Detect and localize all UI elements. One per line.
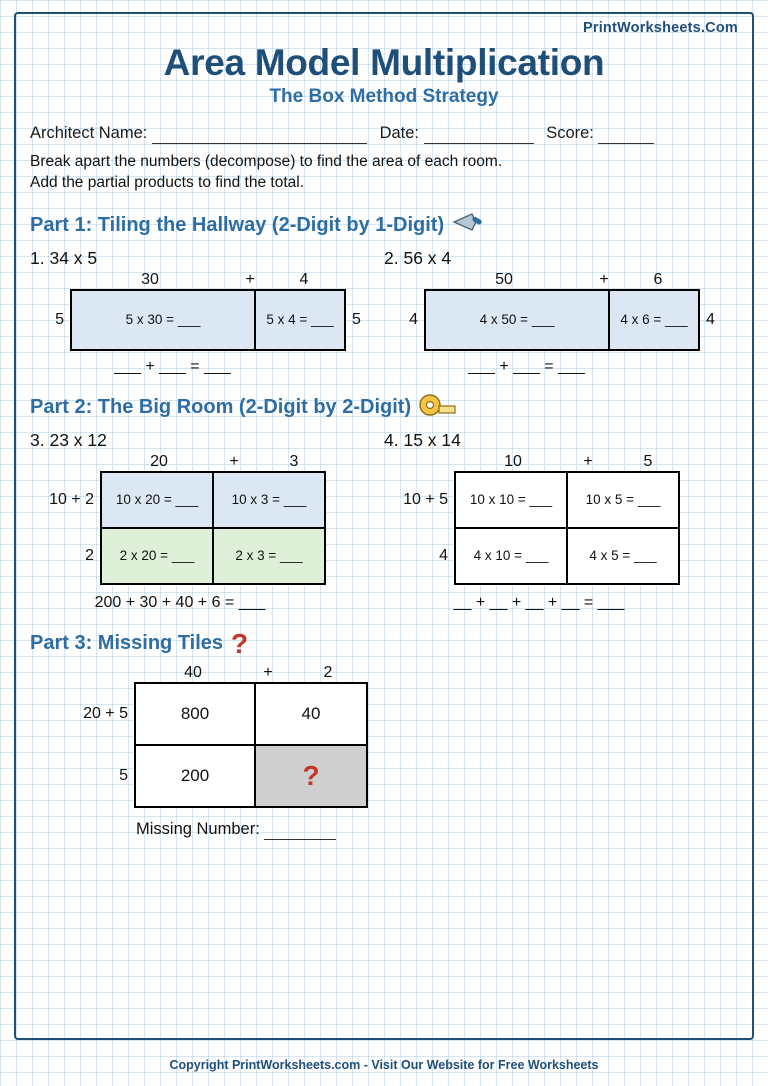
area-model-grid bbox=[70, 289, 346, 351]
problem-3-sum-line[interactable]: 200 + 30 + 40 + 6 = ___ bbox=[94, 593, 266, 611]
area-model-grid bbox=[100, 471, 326, 585]
top-label-ones: 6 bbox=[653, 270, 663, 288]
right-factor-label: 4 bbox=[706, 310, 715, 328]
area-model-row bbox=[456, 529, 678, 583]
problem-4-number: 4. bbox=[384, 429, 399, 450]
right-factor-label: 5 bbox=[352, 310, 361, 328]
instructions-line-1: Break apart the numbers (decompose) to find the area of each room. bbox=[30, 153, 503, 170]
problem-4 bbox=[384, 430, 738, 612]
part-2-heading bbox=[30, 392, 738, 424]
top-label-plus: + bbox=[245, 270, 255, 288]
part-1-heading-text: Part 1: Tiling the Hallway (2-Digit by 1-Digit) bbox=[30, 214, 445, 237]
problem-4-sum-line[interactable]: __ + __ + __ + __ = ___ bbox=[453, 593, 625, 611]
worksheet-content bbox=[30, 22, 738, 1086]
area-cell[interactable]: 5 x 30 = ___ bbox=[72, 291, 256, 349]
area-cell[interactable]: 4 x 10 = ___ bbox=[456, 529, 568, 583]
part-3-top-labels bbox=[138, 664, 370, 682]
left-factor-label: 10 + 5 bbox=[403, 490, 448, 508]
area-model-row bbox=[456, 473, 678, 529]
top-label-tens: 20 bbox=[150, 452, 168, 470]
instructions bbox=[30, 152, 738, 194]
area-cell[interactable]: 2 x 3 = ___ bbox=[214, 529, 324, 583]
area-cell[interactable]: 10 x 20 = ___ bbox=[102, 473, 214, 529]
tape-measure-icon bbox=[419, 392, 457, 424]
area-cell[interactable]: 2 x 20 = ___ bbox=[102, 529, 214, 583]
problem-4-left-labels bbox=[384, 472, 454, 584]
question-mark-icon: ? bbox=[231, 627, 249, 659]
problem-1-expression: 34 x 5 bbox=[49, 247, 98, 268]
area-cell[interactable]: 10 x 5 = ___ bbox=[568, 473, 678, 529]
problem-2-title bbox=[384, 248, 738, 269]
area-model-row bbox=[136, 746, 366, 806]
top-label-plus: + bbox=[599, 270, 609, 288]
problem-2-expression: 56 x 4 bbox=[403, 247, 452, 268]
area-model-row bbox=[136, 684, 366, 746]
top-label-plus: + bbox=[229, 452, 239, 470]
instructions-line-2: Add the partial products to find the total. bbox=[30, 173, 305, 191]
area-cell[interactable]: 10 x 3 = ___ bbox=[214, 473, 324, 529]
top-label-tens: 50 bbox=[495, 270, 513, 288]
top-label-tens: 30 bbox=[141, 270, 159, 288]
left-factor-label: 20 + 5 bbox=[83, 704, 128, 722]
part-1-heading bbox=[30, 210, 738, 242]
score-field[interactable] bbox=[598, 124, 654, 144]
problem-3-title bbox=[30, 430, 384, 451]
page-subtitle: The Box Method Strategy bbox=[269, 86, 499, 107]
part-3-heading-text: Part 3: Missing Tiles bbox=[30, 632, 224, 655]
problem-3-left-labels bbox=[30, 472, 100, 584]
top-label-plus: + bbox=[263, 663, 273, 681]
left-factor-label: 4 bbox=[409, 310, 418, 328]
problem-1-title bbox=[30, 248, 384, 269]
student-info-row bbox=[30, 124, 738, 144]
problem-2 bbox=[384, 248, 738, 376]
architect-name-label: Architect Name: bbox=[30, 124, 148, 142]
left-factor-label: 2 bbox=[85, 546, 94, 564]
missing-number-label: Missing Number: bbox=[136, 819, 260, 838]
problem-1-sum-line[interactable]: ___ + ___ = ___ bbox=[114, 357, 231, 375]
date-label: Date: bbox=[379, 124, 419, 142]
missing-number-field[interactable] bbox=[264, 820, 336, 840]
area-model-row bbox=[102, 473, 324, 529]
left-factor-label: 4 bbox=[439, 546, 448, 564]
part-3-left-labels bbox=[64, 683, 134, 807]
part-2-problems bbox=[30, 430, 738, 612]
footer-copyright: Copyright PrintWorksheets.com - Visit Our Website for Free Worksheets bbox=[169, 1058, 599, 1072]
area-model-grid bbox=[424, 289, 700, 351]
left-factor-label: 10 + 2 bbox=[49, 490, 94, 508]
page-title: Area Model Multiplication bbox=[163, 42, 605, 83]
area-cell[interactable]: 4 x 50 = ___ bbox=[426, 291, 610, 349]
part-3-problem bbox=[30, 664, 738, 840]
problem-1 bbox=[30, 248, 384, 376]
area-model-row bbox=[102, 529, 324, 583]
problem-1-model bbox=[30, 289, 384, 351]
part-1-problems bbox=[30, 248, 738, 376]
problem-3-number: 3. bbox=[30, 429, 45, 450]
problem-2-number: 2. bbox=[384, 247, 399, 268]
top-label-plus: + bbox=[583, 452, 593, 470]
top-label-ones: 4 bbox=[299, 270, 309, 288]
problem-3 bbox=[30, 430, 384, 612]
part-3-heading bbox=[30, 628, 738, 660]
top-label-ones: 2 bbox=[323, 663, 333, 681]
area-cell[interactable]: 5 x 4 = ___ bbox=[256, 291, 344, 349]
part-3-model bbox=[64, 682, 738, 808]
problem-2-sum-line[interactable]: ___ + ___ = ___ bbox=[468, 357, 585, 375]
top-label-ones: 3 bbox=[289, 452, 299, 470]
problem-3-top-labels bbox=[104, 453, 336, 471]
part-2-heading-text: Part 2: The Big Room (2-Digit by 2-Digit) bbox=[30, 396, 412, 419]
architect-name-field[interactable] bbox=[152, 124, 367, 144]
problem-1-number: 1. bbox=[30, 247, 45, 268]
problem-4-top-labels bbox=[458, 453, 690, 471]
trowel-icon bbox=[452, 210, 486, 242]
problem-3-model bbox=[30, 471, 384, 585]
area-model-grid bbox=[134, 682, 368, 808]
problem-4-expression: 15 x 14 bbox=[403, 429, 461, 450]
problem-3-expression: 23 x 12 bbox=[49, 429, 107, 450]
area-cell[interactable]: 10 x 10 = ___ bbox=[456, 473, 568, 529]
top-label-tens: 10 bbox=[504, 452, 522, 470]
site-brand: PrintWorksheets.Com bbox=[582, 20, 738, 36]
missing-number-row bbox=[136, 820, 738, 840]
left-factor-label: 5 bbox=[55, 310, 64, 328]
top-label-ones: 5 bbox=[643, 452, 653, 470]
area-cell[interactable]: 200 bbox=[136, 746, 256, 806]
problem-2-top-labels bbox=[424, 271, 692, 289]
problem-4-model bbox=[384, 471, 738, 585]
area-cell[interactable]: 4 x 6 = ___ bbox=[610, 291, 698, 349]
area-cell[interactable]: 40 bbox=[256, 684, 366, 746]
problem-1-top-labels bbox=[70, 271, 338, 289]
area-model-grid bbox=[454, 471, 680, 585]
problem-4-title bbox=[384, 430, 738, 451]
score-label: Score: bbox=[546, 124, 594, 142]
left-factor-label: 5 bbox=[119, 766, 128, 784]
date-field[interactable] bbox=[424, 124, 534, 144]
missing-value-cell[interactable]: ? bbox=[256, 746, 366, 806]
area-cell[interactable]: 800 bbox=[136, 684, 256, 746]
area-cell[interactable]: 4 x 5 = ___ bbox=[568, 529, 678, 583]
top-label-tens: 40 bbox=[184, 663, 202, 681]
problem-2-model bbox=[384, 289, 738, 351]
